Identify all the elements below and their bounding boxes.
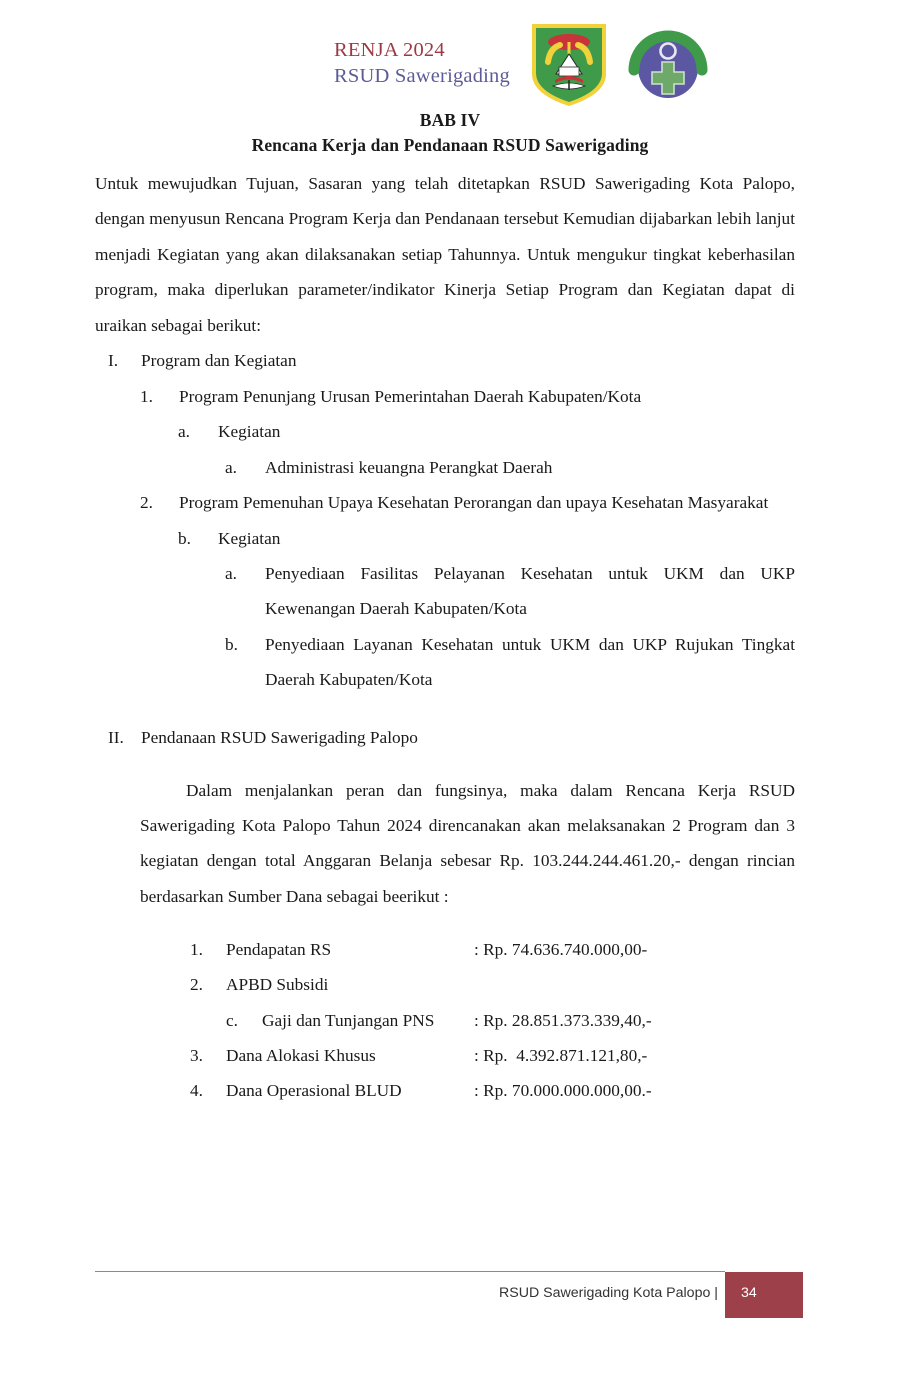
funding-row [190,1073,795,1108]
program-text: Program Penunjang Urusan Pemerintahan Daerah Kabupaten/Kota [179,386,642,406]
rsud-sawerigading-hospital-logo [626,18,710,110]
funding-label: Dana Operasional BLUD [226,1081,402,1101]
funding-row [190,932,795,967]
section-two-title: Pendanaan RSUD Sawerigading Palopo [141,727,418,747]
program-text: Program Pemenuhan Upaya Kesehatan Perorangan dan upaya Kesehatan Masyarakat [179,493,769,513]
page-header [0,16,900,112]
section-two-paragraph: Dalam menjalankan peran dan fungsinya, maka dalam Rencana Kerja RSUD Sawerigading Kota Palopo Tahun 2024 direncanakan akan melaksanakan 2 Program dan 3 kegiatan dengan total Anggaran Belanja sebesar Rp. 103.244.244.461.20,- dengan rincian berdasarkan Sumber Dana sebagai beerikut : [140,780,795,906]
funding-breakdown-list [190,932,795,1109]
funding-marker: 3. [190,1046,203,1066]
section-one-marker: I. [108,351,119,371]
activity-text: Penyediaan Fasilitas Pelayanan Kesehatan untuk UKM dan UKP Kewenangan Daerah Kabupaten/Kota [265,563,795,619]
funding-amount: : Rp. 70.000.000.000,00.- [474,1081,652,1101]
kegiatan-marker: a. [178,422,190,442]
intro-paragraph: Untuk mewujudkan Tujuan, Sasaran yang telah ditetapkan RSUD Sawerigading Kota Palopo, dengan menyusun Rencana Program Kerja dan Pendanaan tersebut Kemudian dijabarkan lebih lanjut menjadi Kegiatan yang akan dilaksanakan setiap Tahunnya. Untuk mengukur tingkat keberhasilan program, maka diperlukan parameter/indikator Kinerja Setiap Program dan Kegiatan dapat di uraikan sebagai berikut: [95,174,795,335]
funding-label: APBD Subsidi [226,975,329,995]
funding-marker: c. [226,1010,238,1030]
section-one-title: Program dan Kegiatan [141,351,297,371]
section-one-heading [95,343,795,378]
page-number: 34 [741,1285,757,1301]
activity-marker: b. [225,634,238,654]
funding-amount: : Rp. 28.851.373.339,40,- [474,1010,652,1030]
activity-text: Administrasi keuangna Perangkat Daerah [265,457,553,477]
header-titles [334,37,510,91]
funding-amount: : Rp. 74.636.740.000,00- [474,939,648,959]
chapter-label: BAB IV [419,110,481,130]
page-number-box [725,1272,803,1318]
program-item [95,485,795,520]
funding-label: Pendapatan RS [226,939,332,959]
header-rsud-line: RSUD Sawerigading [334,65,510,87]
program-item [95,379,795,414]
activity-marker: a. [225,563,237,583]
program-marker: 2. [140,493,153,513]
funding-marker: 2. [190,975,203,995]
section-spacer [95,698,795,720]
funding-row [190,967,795,1002]
kegiatan-label: Kegiatan [218,422,281,442]
page-footer [0,1271,900,1319]
kegiatan-marker: b. [178,528,191,548]
funding-amount: : Rp. 4.392.871.121,80,- [474,1046,648,1066]
section-two-marker: II. [108,727,124,747]
funding-label: Dana Alokasi Khusus [226,1046,376,1066]
activity-marker: a. [225,457,237,477]
kegiatan-label: Kegiatan [218,528,281,548]
kegiatan-heading [95,414,795,449]
funding-marker: 1. [190,939,203,959]
palopo-city-crest-logo [526,18,612,110]
activity-item [95,556,795,627]
activity-item [95,450,795,485]
activity-item [95,627,795,698]
activity-text: Penyediaan Layanan Kesehatan untuk UKM dan UKP Rujukan Tingkat Daerah Kabupaten/Kota [265,634,795,690]
kegiatan-heading [95,521,795,556]
chapter-heading: Rencana Kerja dan Pendanaan RSUD Sawerigading [251,134,649,155]
funding-row [190,1003,795,1038]
footer-label: RSUD Sawerigading Kota Palopo | [499,1285,718,1301]
funding-marker: 4. [190,1081,203,1101]
footer-divider [95,1271,725,1272]
header-renja-line: RENJA 2024 [334,38,445,61]
funding-label: Gaji dan Tunjangan PNS [262,1010,435,1030]
funding-row [190,1038,795,1073]
page-title [0,108,900,158]
program-marker: 1. [140,386,153,406]
document-body [95,166,795,1109]
section-two-heading [95,720,795,755]
